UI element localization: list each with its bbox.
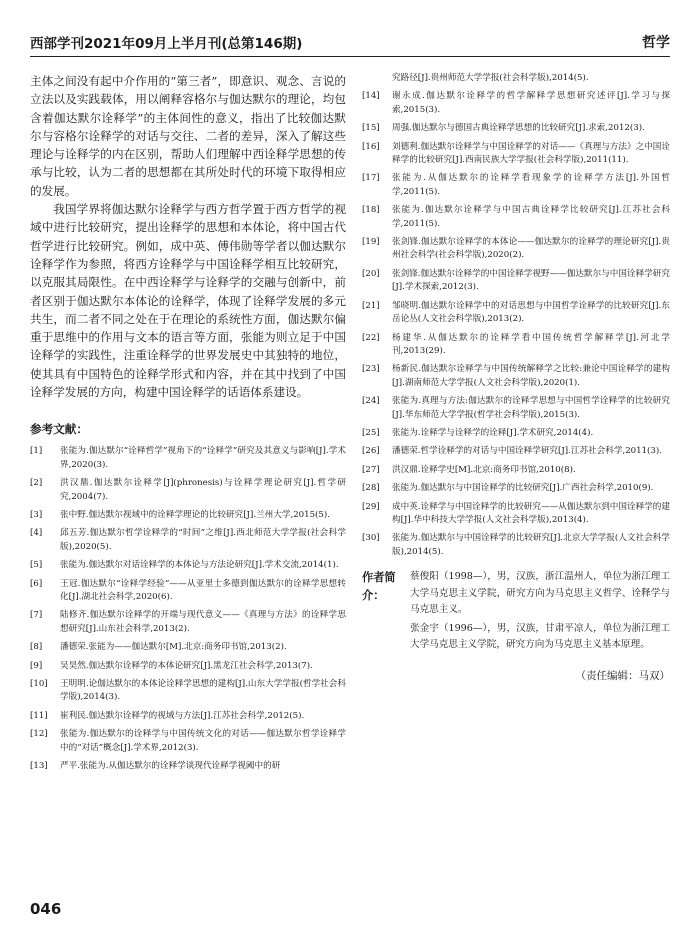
reference-item	[362, 427, 670, 440]
reference-number: [28]	[362, 483, 380, 494]
reference-item	[30, 559, 346, 572]
reference-item	[30, 509, 346, 522]
reference-number: [29]	[362, 501, 380, 512]
author-bio: 张金宇（1996—），男，汉族，甘肃平凉人，单位为浙江理工大学马克思主义学院，研究方向为马克思主义基本原理。	[410, 622, 670, 651]
reference-number: [12]	[30, 729, 48, 740]
reference-item	[30, 660, 346, 673]
reference-text: 张能为.诠释学与诠释学的诠释[J].学术研究,2014(4).	[392, 427, 594, 438]
reference-text: 邹晓明.伽达默尔诠释学中的对话思想与中国哲学诠释学的比较研究[J].东岳论丛(人文社会科学版),2013(2).	[392, 300, 670, 325]
reference-list	[30, 445, 346, 773]
page-number: 046	[30, 900, 62, 918]
reference-item	[362, 268, 670, 295]
reference-item	[362, 236, 670, 263]
reference-number: [15]	[362, 123, 380, 134]
reference-item	[362, 172, 670, 199]
reference-text: 潘德荣.张能为——伽达默尔[M].北京:商务印书馆,2013(2).	[60, 642, 287, 653]
reference-text: 张能为.伽达默尔诠释学与中国古典诠释学比较研究[J].江苏社会科学,2011(5).	[392, 205, 670, 229]
reference-number: [19]	[362, 237, 380, 248]
reference-text: 张能为.伽达默尔对话诠释学的本体论与方法论研究[J].学术交流,2014(1).	[60, 560, 339, 571]
reference-item	[362, 300, 670, 327]
reference-text: 张中野.伽达默尔视域中的诠释学理论的比较研究[J].兰州大学,2015(5).	[60, 509, 330, 520]
reference-item	[362, 395, 670, 422]
reference-text: 吴昊然.伽达默尔诠释学的本体论研究[J].黑龙江社会科学,2013(7).	[60, 660, 313, 671]
reference-item	[362, 72, 670, 85]
reference-text: 陆修齐.伽达默尔诠释学的开端与现代意义——《真理与方法》的诠释学思想研究[J].山东社会科学,2013(2).	[60, 610, 346, 634]
reference-number: [25]	[362, 427, 380, 438]
reference-text: 王冠.伽达默尔“诠释学经验”——从亚里士多德到伽达默尔的诠释学思想转化[J].湖北社会科学,2020(6).	[60, 578, 346, 602]
reference-item	[362, 90, 670, 117]
reference-item	[362, 141, 670, 168]
author-info	[362, 569, 670, 656]
reference-text: 杨建华.从伽达默尔的诠释学看中国传统哲学解释学[J].河北学刊,2013(29).	[392, 332, 670, 356]
reference-number: [4]	[30, 528, 43, 539]
reference-number: [24]	[362, 396, 380, 407]
reference-text: 洪汉鼎.伽达默尔诠释学[J](phronesis)与诠释学理论研究[J].哲学研究,2004(7).	[60, 478, 346, 502]
reference-text: 张剑锋.伽达默尔诠释学的中国诠释学视野——伽达默尔与中国诠释学研究[J].学术探索,2012(3).	[392, 268, 670, 293]
reference-item	[362, 501, 670, 528]
reference-text: 邱五芳.伽达默尔哲学诠释学的“时间”之维[J].西北师范大学学报(社会科学版),2020(5).	[60, 528, 346, 552]
reference-number: [7]	[30, 610, 43, 621]
reference-text: 崔利民.伽达默尔诠释学的视域与方法[J].江苏社会科学,2012(5).	[60, 710, 305, 721]
reference-item	[30, 728, 346, 755]
reference-number: [11]	[30, 710, 48, 721]
reference-item	[362, 204, 670, 231]
references-heading: 参考文献：	[30, 422, 88, 437]
reference-number: [17]	[362, 173, 380, 184]
reference-number: [9]	[30, 660, 43, 671]
reference-number: [20]	[362, 268, 380, 279]
reference-number: [23]	[362, 364, 380, 375]
reference-number: [14]	[362, 91, 380, 102]
running-header	[30, 30, 670, 57]
reference-item	[30, 678, 346, 705]
reference-item	[362, 464, 670, 477]
reference-number: [30]	[362, 533, 380, 544]
reference-item	[362, 445, 670, 458]
body-paragraph: 主体之间没有起中介作用的“第三者”，即意识、观念、言说的立法以及实践载体，用以阐释容格尔与伽达默尔的理论，均包含着伽达默尔诠释学”的主体间性的意义，指出了比较伽达默尔与容格尔诠释学的对话与交往、二者的差异，深入了解这些理论与诠释学的内在区别，帮助人们理解中西诠释学思想的传承与比较，认为二者的思想都在其所处时代的环境下取得相应的发展。	[30, 74, 346, 198]
reference-number: [8]	[30, 642, 43, 653]
reference-number: [2]	[30, 478, 43, 489]
reference-text: 王明明.论伽达默尔的本体论诠释学思想的建构[J].山东大学学报(哲学社会科学版),2014(3).	[60, 679, 346, 703]
reference-number: [10]	[30, 679, 48, 690]
reference-number: [21]	[362, 300, 380, 311]
reference-item	[30, 445, 346, 472]
reference-number: [26]	[362, 446, 380, 457]
reference-item	[30, 641, 346, 654]
reference-item	[30, 477, 346, 504]
reference-item	[30, 760, 346, 773]
reference-text: 张能为.伽达默尔与中国诠释学的比较研究[J].北京大学学报(人文社会科学版),2014(5).	[392, 533, 670, 557]
reference-text: 张能为.伽达默尔的诠释学与中国传统文化的对话——伽达默尔哲学诠释学中的“对话”概念[J].学术界,2012(3).	[60, 729, 346, 753]
reference-item	[30, 527, 346, 554]
reference-item	[362, 363, 670, 390]
reference-text: 张能为.真理与方法:伽达默尔的诠释学思想与中国哲学诠释学的比较研究[J].华东师范大学学报(哲学社会科学版),2015(3).	[392, 396, 670, 420]
reference-item	[362, 532, 670, 559]
reference-text: 刘德利.伽达默尔诠释学与中国诠释学的对话——《真理与方法》之中国诠释学的比较研究[J].西南民族大学学报(社会科学版),2011(11).	[392, 141, 670, 166]
reference-text: 杨新民.伽达默尔诠释学与中国传统解释学之比较:兼论中国诠释学的建构[J].湖南师范大学学报(人文社会科学版),2020(1).	[392, 364, 670, 388]
author-info-body	[410, 569, 670, 656]
reference-item	[362, 122, 670, 135]
reference-item	[362, 332, 670, 359]
reference-number: [6]	[30, 578, 43, 589]
journal-title: 西部学刊2021年09月上半月刊(总第146期)	[30, 36, 303, 52]
reference-text: 洪汉鼎.诠释学史[M].北京:商务印书馆,2010(8).	[392, 464, 576, 475]
reference-number: [1]	[30, 446, 43, 457]
reference-number: [27]	[362, 464, 380, 475]
reference-item	[30, 578, 346, 605]
reference-number: [13]	[30, 761, 48, 772]
reference-list	[362, 72, 670, 559]
body-paragraph: 我国学界将伽达默尔诠释学与西方哲学置于西方哲学的视域中进行比较研究，提出诠释学的思想和本体论，将中国古代哲学进行比较研究。例如，成中英、傅伟勋等学者以伽达默尔诠释学作为参照，将西方诠释学与中国诠释学相互比较研究，以克服其局限性。在中西诠释学与诠释学的交融与创新中，前者区别于伽达默尔本体论的诠释学，体现了诠释学发展的多元共生，而二者不同之处在于在理论的系统性方面，伽达默尔偏重于思维中的作用与文本的语言等方面，张能为则立足于中国诠释学的实践性，注重诠释学的世界发展史中其独特的地位，使其具有中国特色的诠释学形式和内容，并在其中找到了中国诠释学发展的方向，构建中国诠释学的话语体系建设。	[30, 202, 346, 400]
reference-number: [3]	[30, 509, 43, 520]
reference-item	[30, 609, 346, 636]
reference-text: 成中英.诠释学与中国诠释学的比较研究——从伽达默尔到中国诠释学的建构[J].华中科技大学学报(人文社会科学版),2013(4).	[392, 501, 670, 525]
reference-text: 张能为.伽达默尔“诠释哲学”视角下的“诠释学”研究及其意义与影响[J].学术界,2020(3).	[60, 446, 346, 470]
reference-number: [16]	[362, 141, 380, 152]
reference-text: 周强.伽达默尔与德国古典诠释学思想的比较研究[J].求索,2012(3).	[392, 123, 645, 134]
reference-number: [5]	[30, 560, 43, 571]
reference-item	[30, 710, 346, 723]
reference-text: 张能为.伽达默尔与中国诠释学的比较研究[J].广西社会科学,2010(9).	[392, 483, 654, 494]
reference-text: 究路径[J].贵州师范大学学报(社会科学版),2014(5).	[392, 73, 589, 83]
reference-number: [22]	[362, 332, 380, 343]
reference-text: 谢永成.伽达默尔诠释学的哲学解释学思想研究述评[J].学习与探索,2015(3).	[392, 91, 670, 115]
author-bio: 蔡俊阳（1998—），男，汉族，浙江温州人，单位为浙江理工大学马克思主义学院，研究方向为马克思主义哲学、诠释学与马克思主义。	[410, 571, 670, 616]
author-info-label: 作者简介：	[362, 571, 396, 603]
section-label: 哲学	[642, 35, 670, 51]
reference-item	[362, 482, 670, 495]
reference-text: 张能为.从伽达默尔的诠释学看现象学的诠释学方法[J].外国哲学,2011(5).	[392, 173, 670, 197]
reference-text: 潘德荣.哲学诠释学的对话与中国诠释学研究[J].江苏社会科学,2011(3).	[392, 446, 662, 457]
reference-text: 严平.张能为.从伽达默尔的诠释学谈现代诠释学视阈中的研	[60, 761, 281, 772]
right-column	[362, 72, 670, 683]
left-column	[30, 72, 346, 778]
reference-number: [18]	[362, 205, 380, 216]
responsible-editor: （责任编辑：马双）	[575, 669, 670, 682]
reference-text: 张剑锋.伽达默尔诠释学的本体论——伽达默尔的诠释学的理论研究[J].贵州社会科学(社会科学版),2020(2).	[392, 237, 670, 261]
